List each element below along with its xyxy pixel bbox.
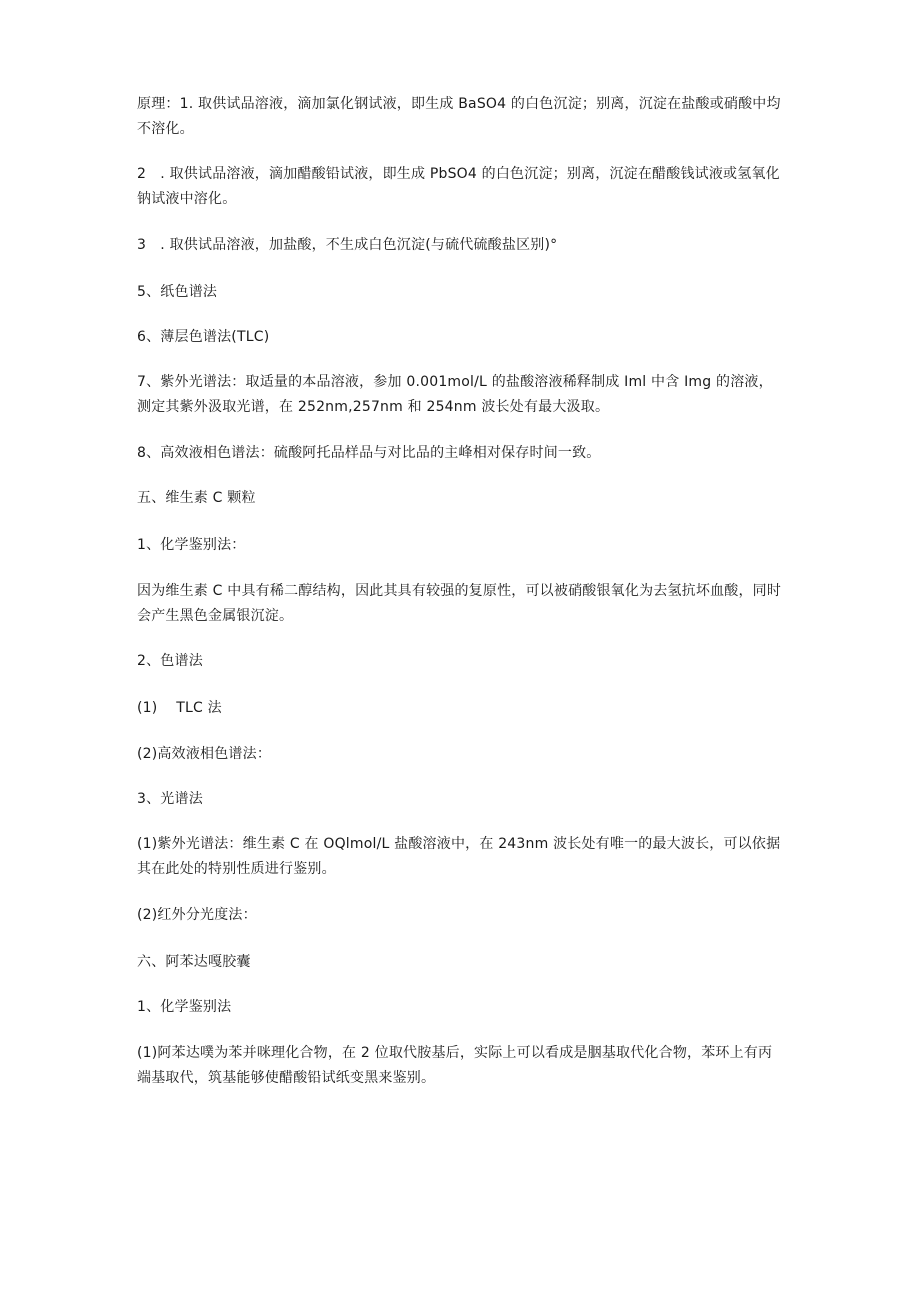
item-infrared: (2)红外分光度法： <box>137 907 257 923</box>
heading-paper-chromatography: 5、纸色谱法 <box>137 284 218 300</box>
paragraph-principle-1: 原理：1. 取供试品溶液，滴加氯化钢试液，即生成 BaSO4 的白色沉淀；别离，沉淀在盐酸或硝酸中均不溶化。 <box>137 96 781 137</box>
heading-chromatography: 2、色谱法 <box>137 653 203 669</box>
paragraph-albendazole-identification: (1)阿苯达噗为苯并咪理化合物，在 2 位取代胺基后，实际上可以看成是胭基取代化合物，苯环上有丙端基取代，筑基能够使醋酸铅试纸变黑来鉴别。 <box>137 1045 773 1086</box>
heading-chemical-identification: 1、化学鉴别法： <box>137 537 246 553</box>
item-tlc-method: (1) TLC 法 <box>137 700 222 716</box>
paragraph-hplc: 8、高效液相色谱法：硫酸阿托品样品与对比品的主峰相对保存时间一致。 <box>137 445 601 461</box>
section-heading-vitamin-c: 五、维生素 C 颗粒 <box>137 490 256 506</box>
item-hplc-method: (2)高效液相色谱法： <box>137 746 272 762</box>
section-heading-albendazole: 六、阿苯达嘎胶囊 <box>137 954 251 970</box>
heading-chemical-identification-2: 1、化学鉴别法 <box>137 999 232 1015</box>
paragraph-vitamin-c-uv: (1)紫外光谱法：维生素 C 在 OQlmol/L 盐酸溶液中，在 243nm 波长处有唯一的最大波长，可以依据其在此处的特别性质进行鉴别。 <box>137 836 781 877</box>
heading-tlc: 6、薄层色谱法(TLC) <box>137 329 270 345</box>
paragraph-vitamin-c-reduction: 因为维生素 C 中具有稀二醇结构，因此其具有较强的复原性，可以被硝酸银氧化为去氢抗坏血酸，同时会产生黑色金属银沉淀。 <box>137 583 782 624</box>
paragraph-principle-3: 3 . 取供试品溶液，加盐酸，不生成白色沉淀(与硫代硫酸盐区别)° <box>137 237 558 253</box>
heading-spectroscopy: 3、光谱法 <box>137 791 203 807</box>
paragraph-uv-spectroscopy: 7、紫外光谱法：取适量的本品溶液，参加 0.001mol∕L 的盐酸溶液稀释制成 Iml 中含 Img 的溶液，测定其紫外汲取光谱，在 252nm,257nm 和 254nm 波长处有最大汲取。 <box>137 374 773 415</box>
paragraph-principle-2: 2 . 取供试品溶液，滴加醋酸铅试液，即生成 PbSO4 的白色沉淀；别离，沉淀在醋酸钱试液或氢氧化钠试液中溶化。 <box>137 166 780 207</box>
